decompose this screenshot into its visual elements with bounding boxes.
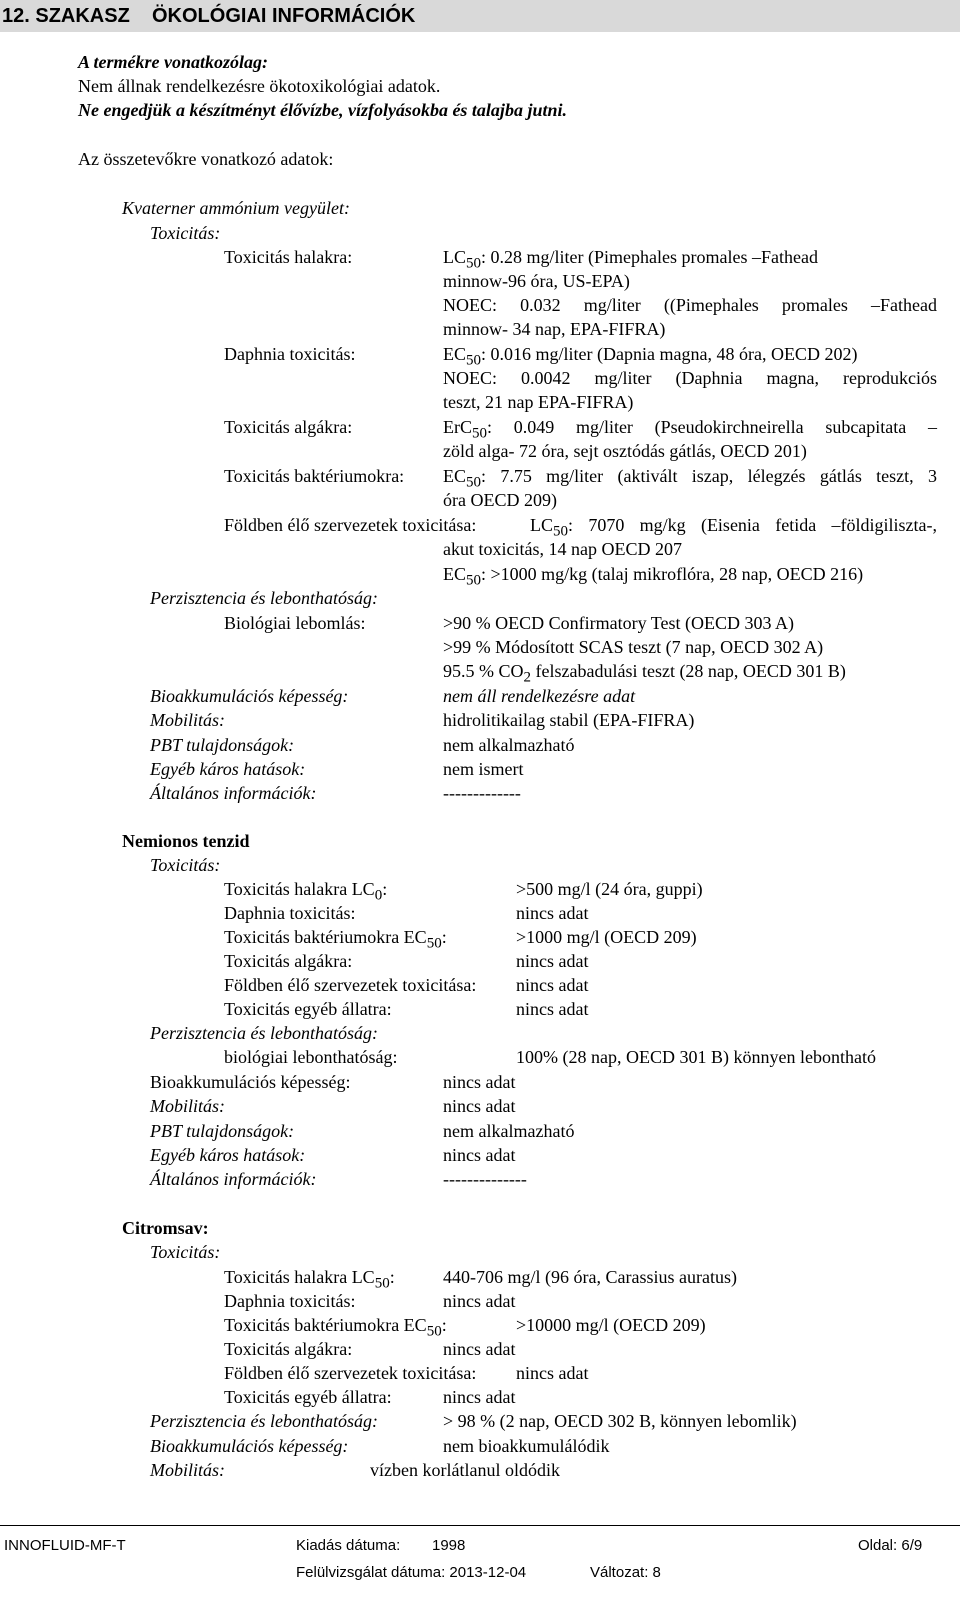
product-heading: A termékre vonatkozólag:: [78, 52, 268, 72]
footer-divider: [0, 1525, 960, 1526]
nonionic-other-animal-value: nincs adat: [516, 999, 589, 1019]
quat-general-info-label: Általános információk:: [150, 783, 317, 803]
footer-issue-label: Kiadás dátuma:: [296, 1537, 401, 1554]
citric-fish-label: Toxicitás halakra $LC_{50}$:: [224, 1267, 395, 1292]
quat-bioacc-label: Bioakkumulációs képesség:: [150, 686, 349, 706]
nonionic-bioacc-label: Bioakkumulációs képesség:: [150, 1072, 351, 1092]
citric-mobility-label: Mobilitás:: [150, 1460, 225, 1480]
components-heading: Az összetevőkre vonatkozó adatok:: [78, 149, 334, 169]
quat-other-effects-value: nem ismert: [443, 759, 524, 779]
footer-product: INNOFLUID-MF-T: [4, 1537, 126, 1554]
citric-bacteria-value: >10000 mg/l (OECD 209): [516, 1315, 706, 1335]
citric-title: Citromsav:: [122, 1218, 209, 1238]
nonionic-other-effects-label: Egyéb káros hatások:: [150, 1145, 306, 1165]
quat-soil-line2: akut toxicitás, 14 nap OECD 207: [443, 539, 682, 559]
citric-fish-value: 440-706 mg/l (96 óra, Carassius auratus): [443, 1267, 737, 1287]
quat-pbt-value: nem alkalmazható: [443, 735, 575, 755]
quat-pbt-label: PBT tulajdonságok:: [150, 735, 295, 755]
nonionic-soil-label: Földben élő szervezetek toxicitása:: [224, 975, 477, 995]
quat-soil-label: Földben élő szervezetek toxicitása:: [224, 515, 477, 535]
nonionic-general-info-label: Általános információk:: [150, 1169, 317, 1189]
nonionic-soil-value: nincs adat: [516, 975, 589, 995]
citric-soil-value: nincs adat: [516, 1363, 589, 1383]
citric-daphnia-label: Daphnia toxicitás:: [224, 1291, 356, 1311]
quat-soil-ec: $EC_{50}$: >1000 mg/kg (talaj mikroflóra, 28 nap, OECD 216): [443, 564, 864, 589]
section-header: [0, 0, 960, 32]
quat-fish-lc-line2: minnow-96 óra, US-EPA): [443, 271, 630, 291]
nonionic-fish-value: >500 mg/l (24 óra, guppi): [516, 879, 703, 899]
footer-review-date: Felülvizsgálat dátuma: 2013-12-04: [296, 1564, 527, 1581]
quat-mobility-label: Mobilitás:: [150, 710, 225, 730]
quat-algae-line2: zöld alga- 72 óra, sejt osztódás gátlás, OECD 201): [443, 441, 807, 461]
quat-biodeg-label: Biológiai lebomlás:: [224, 613, 366, 633]
quat-daphnia-noec-line2: teszt, 21 nap EPA-FIFRA): [443, 392, 634, 412]
quat-fish-noec: NOEC: 0.032 mg/liter ((Pimephales promales –Fathead: [443, 295, 937, 315]
intro-line-1: Nem állnak rendelkezésre ökotoxikológiai adatok.: [78, 76, 441, 96]
quat-fish-noec-line2: minnow- 34 nap, EPA-FIFRA): [443, 319, 666, 339]
nonionic-pbt-value: nem alkalmazható: [443, 1121, 575, 1141]
nonionic-bioacc-value: nincs adat: [443, 1072, 516, 1092]
quat-bacteria-line2: óra OECD 209): [443, 490, 557, 510]
citric-persistence-value: > 98 % (2 nap, OECD 302 B, könnyen lebomlik): [443, 1411, 797, 1431]
quat-mobility-value: hidrolitikailag stabil (EPA-FIFRA): [443, 710, 695, 730]
nonionic-algae-label: Toxicitás algákra:: [224, 951, 353, 971]
nonionic-daphnia-value: nincs adat: [516, 903, 589, 923]
nonionic-biodeg-label: biológiai lebonthatóság:: [224, 1047, 398, 1067]
quat-biodeg-value-1: >90 % OECD Confirmatory Test (OECD 303 A): [443, 613, 795, 633]
citric-bioacc-value: nem bioakkumulálódik: [443, 1436, 610, 1456]
footer-issue-value: 1998: [432, 1537, 466, 1554]
citric-soil-label: Földben élő szervezetek toxicitása:: [224, 1363, 477, 1383]
nonionic-pbt-label: PBT tulajdonságok:: [150, 1121, 295, 1141]
quat-algae-erc: ErC$_{50}$: 0.049 mg/liter (Pseudokirchneirella subcapitata –: [443, 417, 937, 442]
nonionic-mobility-label: Mobilitás:: [150, 1096, 225, 1116]
nonionic-mobility-value: nincs adat: [443, 1096, 516, 1116]
nonionic-other-animal-label: Toxicitás egyéb állatra:: [224, 999, 392, 1019]
nonionic-persistence-heading: Perzisztencia és lebonthatóság:: [150, 1023, 378, 1043]
quat-algae-label: Toxicitás algákra:: [224, 417, 353, 437]
citric-algae-label: Toxicitás algákra:: [224, 1339, 353, 1359]
quat-biodeg-value-2: >99 % Módosított SCAS teszt (7 nap, OECD 302 A): [443, 637, 824, 657]
quat-daphnia-label: Daphnia toxicitás:: [224, 344, 356, 364]
footer-version: Változat: 8: [590, 1564, 661, 1581]
nonionic-general-info-value: --------------: [443, 1169, 527, 1189]
quat-biodeg-value-3: 95.5 % $CO_2$ felszabadulási teszt (28 nap, OECD 301 B): [443, 661, 846, 686]
citric-other-animal-label: Toxicitás egyéb állatra:: [224, 1387, 392, 1407]
quat-fish-lc-text: $LC_{50}$: 0.28 mg/liter (Pimephales promales –Fathead: [443, 247, 818, 272]
section-number: 12. SZAKASZ: [2, 5, 130, 27]
nonionic-other-effects-value: nincs adat: [443, 1145, 516, 1165]
citric-bacteria-label: Toxicitás baktériumokra $EC_{50}$:: [224, 1315, 447, 1340]
citric-other-animal-value: nincs adat: [443, 1387, 516, 1407]
quat-bacteria-ec: $EC_{50}$: 7.75 mg/liter (aktivált iszap, lélegzés gátlás teszt, 3: [443, 466, 937, 491]
nonionic-algae-value: nincs adat: [516, 951, 589, 971]
citric-toxicity-heading: Toxicitás:: [150, 1242, 221, 1262]
quat-daphnia-ec: $EC_{50}$: 0.016 mg/liter (Dapnia magna, 48 óra, OECD 202): [443, 344, 858, 369]
nonionic-bacteria-value: >1000 mg/l (OECD 209): [516, 927, 697, 947]
nonionic-biodeg-value: 100% (28 nap, OECD 301 B) könnyen lebontható: [516, 1047, 876, 1067]
section-title: ÖKOLÓGIAI INFORMÁCIÓK: [152, 5, 416, 27]
nonionic-fish-label: Toxicitás halakra $LC_0$:: [224, 879, 388, 904]
citric-algae-value: nincs adat: [443, 1339, 516, 1359]
footer-page-number: Oldal: 6/9: [858, 1537, 923, 1554]
nonionic-title: Nemionos tenzid: [122, 831, 250, 851]
quat-general-info-value: -------------: [443, 783, 521, 803]
intro-line-2: Ne engedjük a készítményt élővízbe, vízfolyásokba és talajba jutni.: [78, 100, 567, 120]
quat-soil-lc: $LC_{50}$: 7070 mg/kg (Eisenia fetida –földigiliszta-,: [530, 515, 937, 540]
nonionic-bacteria-label: Toxicitás baktériumokra $EC_{50}$:: [224, 927, 447, 952]
quat-daphnia-noec: NOEC: 0.0042 mg/liter (Daphnia magna, reprodukciós: [443, 368, 937, 388]
citric-persistence-label: Perzisztencia és lebonthatóság:: [150, 1411, 378, 1431]
nonionic-toxicity-heading: Toxicitás:: [150, 855, 221, 875]
quat-toxicity-heading: Toxicitás:: [150, 223, 221, 243]
nonionic-daphnia-label: Daphnia toxicitás:: [224, 903, 356, 923]
quat-other-effects-label: Egyéb káros hatások:: [150, 759, 306, 779]
citric-bioacc-label: Bioakkumulációs képesség:: [150, 1436, 349, 1456]
citric-mobility-value: vízben korlátlanul oldódik: [370, 1460, 560, 1480]
quat-bacteria-label: Toxicitás baktériumokra:: [224, 466, 405, 486]
quat-title: Kvaterner ammónium vegyület:: [122, 198, 350, 218]
quat-fish-label: Toxicitás halakra:: [224, 247, 353, 267]
citric-daphnia-value: nincs adat: [443, 1291, 516, 1311]
quat-persistence-heading: Perzisztencia és lebonthatóság:: [150, 588, 378, 608]
quat-bioacc-value: nem áll rendelkezésre adat: [443, 686, 636, 706]
